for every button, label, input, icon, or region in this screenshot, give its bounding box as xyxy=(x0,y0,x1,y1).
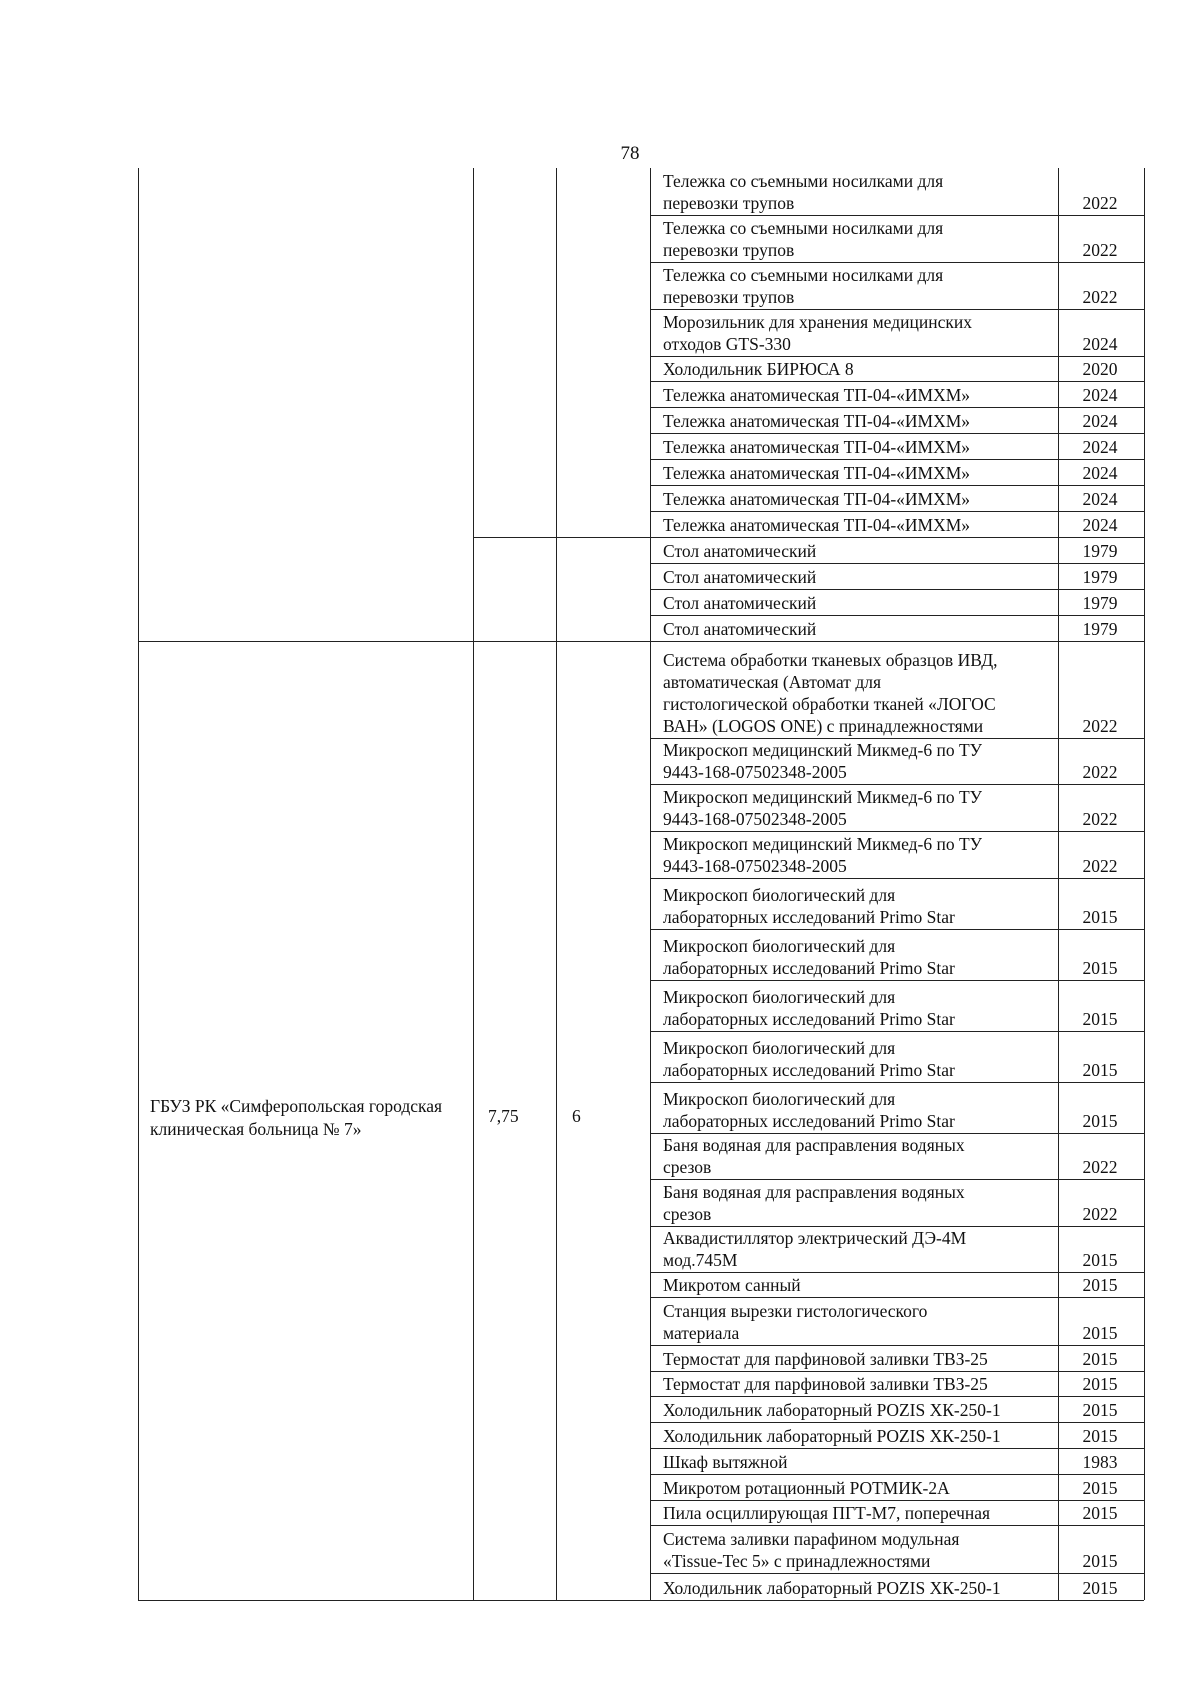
organization-value-1: 7,75 xyxy=(488,1106,519,1126)
row-divider xyxy=(650,1573,1144,1574)
equipment-year: 2015 xyxy=(1082,1551,1118,1571)
equipment-name: Тележка со съемными носилками для перевозки трупов xyxy=(663,171,944,213)
equipment-name: Баня водяная для расправления водяных срезов xyxy=(663,1135,965,1177)
equipment-year: 2015 xyxy=(1082,1478,1118,1498)
equipment-name: Микроскоп медицинский Микмед-6 по ТУ 9443-168-07502348-2005 xyxy=(663,740,983,782)
equipment-name: Микроскоп биологический для лабораторных исследований Primo Star xyxy=(663,987,955,1029)
row-divider xyxy=(650,878,1144,879)
row-divider xyxy=(650,929,1144,930)
equipment-name: Микроскоп биологический для лабораторных исследований Primo Star xyxy=(663,936,955,978)
column-divider xyxy=(138,168,139,1600)
column-divider xyxy=(556,168,557,1600)
row-divider xyxy=(650,980,1144,981)
group-divider xyxy=(138,641,650,642)
equipment-year: 2022 xyxy=(1082,193,1118,213)
equipment-name: Станция вырезки гистологического материала xyxy=(663,1301,928,1343)
equipment-year: 2022 xyxy=(1082,287,1118,307)
row-divider xyxy=(650,1133,1144,1134)
equipment-year: 1979 xyxy=(1082,593,1118,613)
row-divider xyxy=(650,1474,1144,1475)
equipment-year: 2015 xyxy=(1082,1323,1118,1343)
equipment-name: Тележка анатомическая ТП-04-«ИМХМ» xyxy=(663,385,971,405)
row-divider xyxy=(650,459,1144,460)
equipment-year: 2022 xyxy=(1082,240,1118,260)
equipment-name: Термостат для парфиновой заливки ТВЗ-25 xyxy=(663,1374,988,1394)
row-divider xyxy=(650,1448,1144,1449)
equipment-name: Пила осциллирующая ПГТ-М7, поперечная xyxy=(663,1503,991,1523)
equipment-year: 2024 xyxy=(1082,385,1118,405)
equipment-name: Холодильник лабораторный POZIS ХК-250-1 xyxy=(663,1426,1001,1446)
organization-value-2: 6 xyxy=(572,1106,581,1126)
column-divider xyxy=(473,168,474,1600)
equipment-name: Холодильник БИРЮСА 8 xyxy=(663,359,854,379)
equipment-name: Система обработки тканевых образцов ИВД, автоматическая (Автомат для гистологической обработки тканей «ЛОГОС ВАН» (LOGOS ONE) с принадлежностями xyxy=(663,650,998,736)
row-divider xyxy=(650,1371,1144,1372)
group-divider xyxy=(138,1600,650,1601)
equipment-year: 2022 xyxy=(1082,856,1118,876)
equipment-name: Система заливки парафином модульная «Tissue-Tec 5» с принадлежностями xyxy=(663,1529,960,1571)
equipment-name: Тележка анатомическая ТП-04-«ИМХМ» xyxy=(663,437,971,457)
row-divider xyxy=(650,1422,1144,1423)
row-divider xyxy=(650,615,1144,616)
equipment-name: Микротом санный xyxy=(663,1275,801,1295)
row-divider xyxy=(650,407,1144,408)
equipment-name: Стол анатомический xyxy=(663,567,817,587)
equipment-year: 2015 xyxy=(1082,1060,1118,1080)
row-divider xyxy=(650,1525,1144,1526)
equipment-name: Микроскоп биологический для лабораторных исследований Primo Star xyxy=(663,1038,955,1080)
column-divider xyxy=(1058,168,1059,1600)
row-divider xyxy=(650,381,1144,382)
equipment-year: 2015 xyxy=(1082,1400,1118,1420)
equipment-year: 1979 xyxy=(1082,619,1118,639)
row-divider xyxy=(650,511,1144,512)
equipment-name: Микротом ротационный РОТМИК-2А xyxy=(663,1478,950,1498)
equipment-year: 2015 xyxy=(1082,1275,1118,1295)
equipment-name: Тележка со съемными носилками для перевозки трупов xyxy=(663,265,944,307)
row-divider xyxy=(650,1272,1144,1273)
row-divider xyxy=(650,738,1144,739)
equipment-year: 2024 xyxy=(1082,411,1118,431)
row-divider xyxy=(650,433,1144,434)
equipment-name: Микроскоп биологический для лабораторных исследований Primo Star xyxy=(663,1089,955,1131)
equipment-year: 2015 xyxy=(1082,1250,1118,1270)
equipment-name: Холодильник лабораторный POZIS ХК-250-1 xyxy=(663,1578,1001,1598)
equipment-year: 2024 xyxy=(1082,515,1118,535)
equipment-year: 2024 xyxy=(1082,463,1118,483)
row-divider xyxy=(650,1179,1144,1180)
equipment-year: 2015 xyxy=(1082,1349,1118,1369)
row-divider xyxy=(650,485,1144,486)
organization-name: ГБУЗ РК «Симферопольская городская клиническая больница № 7» xyxy=(150,1096,443,1139)
row-divider xyxy=(650,1500,1144,1501)
row-divider xyxy=(650,1297,1144,1298)
equipment-name: Микроскоп медицинский Микмед-6 по ТУ 9443-168-07502348-2005 xyxy=(663,834,983,876)
equipment-name: Шкаф вытяжной xyxy=(663,1452,788,1472)
column-divider xyxy=(1144,168,1145,1600)
equipment-year: 2015 xyxy=(1082,958,1118,978)
equipment-year: 1983 xyxy=(1082,1452,1118,1472)
equipment-year: 2024 xyxy=(1082,489,1118,509)
equipment-name: Тележка анатомическая ТП-04-«ИМХМ» xyxy=(663,463,971,483)
equipment-name: Стол анатомический xyxy=(663,619,817,639)
equipment-year: 2015 xyxy=(1082,907,1118,927)
equipment-year: 2024 xyxy=(1082,437,1118,457)
equipment-name: Стол анатомический xyxy=(663,541,817,561)
row-divider xyxy=(650,215,1144,216)
equipment-name: Тележка анатомическая ТП-04-«ИМХМ» xyxy=(663,411,971,431)
row-divider xyxy=(650,1600,1144,1601)
equipment-name: Тележка со съемными носилками для перевозки трупов xyxy=(663,218,944,260)
equipment-name: Термостат для парфиновой заливки ТВЗ-25 xyxy=(663,1349,988,1369)
equipment-year: 2022 xyxy=(1082,1157,1118,1177)
equipment-year: 1979 xyxy=(1082,541,1118,561)
equipment-year: 2020 xyxy=(1082,359,1118,379)
equipment-year: 2022 xyxy=(1082,716,1118,736)
equipment-name: Морозильник для хранения медицинских отходов GTS-330 xyxy=(663,312,972,354)
equipment-year: 2015 xyxy=(1082,1578,1118,1598)
column-divider xyxy=(650,168,651,1600)
page-number: 78 xyxy=(620,143,640,164)
row-divider xyxy=(650,1082,1144,1083)
equipment-year: 2015 xyxy=(1082,1426,1118,1446)
row-divider xyxy=(650,563,1144,564)
equipment-name: Холодильник лабораторный POZIS ХК-250-1 xyxy=(663,1400,1001,1420)
equipment-year: 2024 xyxy=(1082,334,1118,354)
row-divider xyxy=(650,309,1144,310)
row-divider xyxy=(650,262,1144,263)
equipment-year: 2022 xyxy=(1082,1204,1118,1224)
equipment-year: 2015 xyxy=(1082,1009,1118,1029)
row-divider xyxy=(650,831,1144,832)
equipment-year: 2015 xyxy=(1082,1374,1118,1394)
equipment-year: 2022 xyxy=(1082,762,1118,782)
row-divider xyxy=(650,1031,1144,1032)
equipment-name: Микроскоп биологический для лабораторных исследований Primo Star xyxy=(663,885,955,927)
equipment-year: 1979 xyxy=(1082,567,1118,587)
equipment-name: Баня водяная для расправления водяных срезов xyxy=(663,1182,965,1224)
row-divider xyxy=(650,537,1144,538)
row-divider xyxy=(650,784,1144,785)
equipment-name: Микроскоп медицинский Микмед-6 по ТУ 9443-168-07502348-2005 xyxy=(663,787,983,829)
equipment-name: Аквадистиллятор электрический ДЭ-4М мод.745М xyxy=(663,1228,967,1270)
equipment-year: 2015 xyxy=(1082,1111,1118,1131)
row-divider xyxy=(650,1226,1144,1227)
equipment-year: 2015 xyxy=(1082,1503,1118,1523)
equipment-year: 2022 xyxy=(1082,809,1118,829)
group-divider xyxy=(473,537,650,538)
equipment-name: Тележка анатомическая ТП-04-«ИМХМ» xyxy=(663,489,971,509)
row-divider xyxy=(650,1396,1144,1397)
row-divider xyxy=(650,356,1144,357)
equipment-name: Стол анатомический xyxy=(663,593,817,613)
row-divider xyxy=(650,1345,1144,1346)
equipment-name: Тележка анатомическая ТП-04-«ИМХМ» xyxy=(663,515,971,535)
row-divider xyxy=(650,589,1144,590)
row-divider xyxy=(650,641,1144,642)
